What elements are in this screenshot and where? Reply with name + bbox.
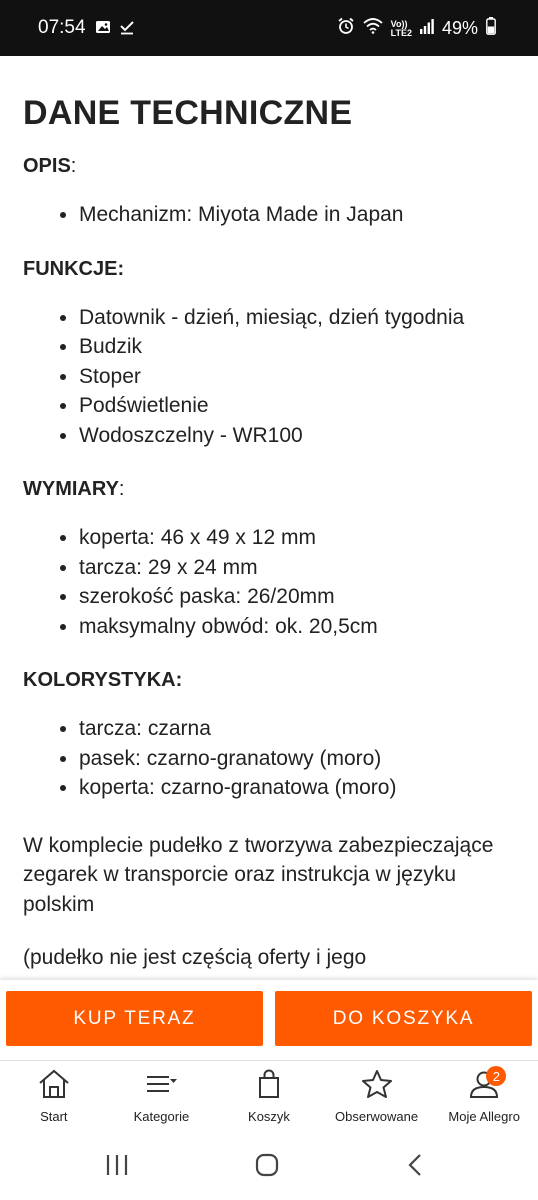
shopping-bag-icon [252,1069,286,1104]
check-download-icon [119,19,135,40]
alarm-icon [337,17,355,40]
recent-apps-icon[interactable] [105,1152,129,1183]
status-bar [0,0,538,56]
nav-label-categories: Kategorie [133,1109,190,1124]
list-item: • koperta: 46 x 49 x 12 mm [79,523,515,553]
menu-list-icon [144,1069,178,1104]
list-funkcje [23,303,515,451]
list-item: • Budzik [79,332,515,362]
battery-percent: 49% [441,18,478,38]
nav-item-categories[interactable] [108,1061,216,1133]
buy-now-button[interactable]: KUP TERAZ [6,991,263,1046]
nav-label-start: Start [40,1109,68,1124]
nav-label-watched: Obserwowane [335,1109,419,1124]
package-paragraph: W komplecie pudełko z tworzywa zabezpieczające zegarek w transporcie oraz instrukcja w języku polskim [23,833,494,916]
purchase-action-bar [0,980,538,1060]
list-item: • Mechanizm: Miyota Made in Japan [79,200,515,230]
list-item: • tarcza: 29 x 24 mm [79,553,515,583]
nav-item-watched[interactable] [323,1061,431,1133]
home-icon [37,1069,71,1104]
add-to-cart-button[interactable]: DO KOSZYKA [275,991,532,1046]
list-item: • pasek: czarno-granatowy (moro) [79,744,515,774]
battery-icon [486,17,496,40]
nav-label-my-allegro: Moje Allegro [448,1109,520,1124]
nav-item-my-allegro[interactable] [430,1061,538,1133]
section-heading-opis: OPIS: [23,155,77,177]
section-heading-funkcje: FUNKCJE: [23,257,125,280]
list-wymiary [23,523,515,641]
list-kolorystyka [23,714,515,803]
list-item: • maksymalny obwód: ok. 20,5cm [79,612,515,642]
notification-badge: 2 [486,1066,506,1086]
bottom-navigation [0,1060,538,1133]
nav-item-cart[interactable] [215,1061,323,1133]
star-icon [360,1069,394,1104]
product-description[interactable] [0,56,538,980]
list-item: • szerokość paska: 26/20mm [79,582,515,612]
package-note-paragraph: (pudełko nie jest częścią oferty i jego [23,946,367,969]
status-notification-icons [95,19,135,40]
status-right-group [337,17,496,40]
list-opis [23,200,515,230]
wifi-icon [363,18,383,39]
lte-label: LTE2 [390,27,412,38]
system-navigation-bar [0,1132,538,1200]
list-item: • Wodoszczelny - WR100 [79,421,515,451]
back-icon[interactable] [405,1152,425,1183]
list-item: • tarcza: czarna [79,714,515,744]
nav-label-cart: Koszyk [248,1109,290,1124]
page-title: DANE TECHNICZNE [23,94,353,132]
home-button-icon[interactable] [254,1152,280,1183]
status-time: 07:54 [38,17,86,38]
list-item: • Datownik - dzień, miesiąc, dzień tygodnia [79,303,515,333]
list-item: • Stoper [79,362,515,392]
image-icon [95,19,111,40]
signal-icon [420,18,434,39]
section-heading-kolorystyka: KOLORYSTYKA: [23,669,183,691]
list-item: • koperta: czarno-granatowa (moro) [79,773,515,803]
nav-item-start[interactable] [0,1061,108,1133]
list-item: • Podświetlenie [79,391,515,421]
volte-label: Vo)) [390,18,408,29]
network-type-label [391,20,412,38]
section-heading-wymiary: WYMIARY: [23,478,125,500]
